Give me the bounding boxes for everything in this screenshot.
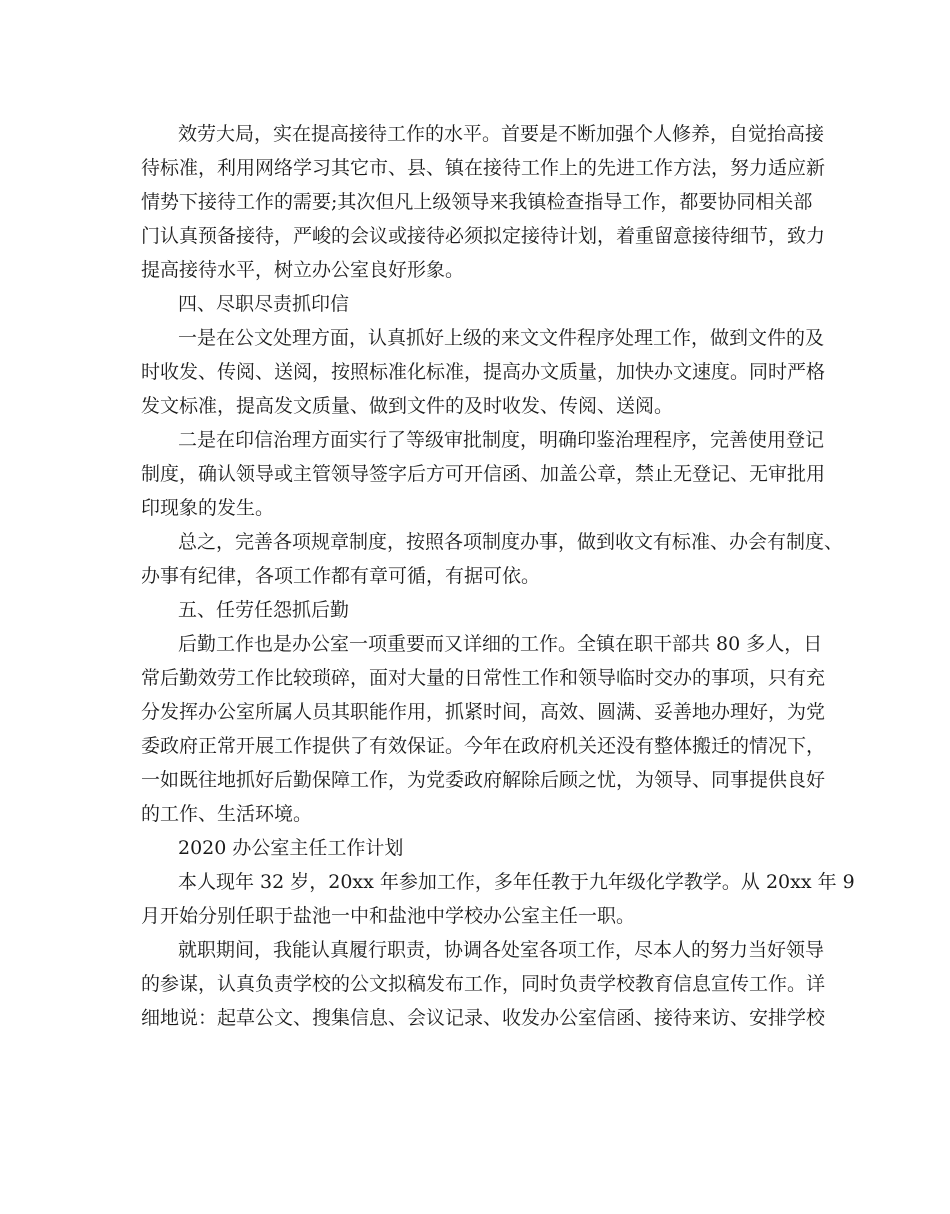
text-line: 一是在公文处理方面，认真抓好上级的来文文件程序处理工作，做到文件的及: [178, 327, 825, 349]
text-line: 常后勤效劳工作比较琐碎，面对大量的日常性工作和领导临时交办的事项，只有充: [141, 667, 826, 689]
text-line: 效劳大局，实在提高接待工作的水平。首要是不断加强个人修养，自觉抬高接: [178, 123, 825, 145]
document-title: 2020 办公室主任工作计划: [178, 837, 404, 859]
text-line: 发文标准，提高发文质量、做到文件的及时收发、传阅、送阅。: [141, 395, 674, 417]
text-line: 印现象的发生。: [141, 497, 275, 519]
text-line: 的参谋，认真负责学校的公文拟稿发布工作，同时负责学校教育信息宣传工作。详: [141, 973, 826, 995]
text-line: 分发挥办公室所属人员其职能作用，抓紧时间，高效、圆满、妥善地办理好，为党: [141, 701, 826, 723]
text-line: 总之，完善各项规章制度，按照各项制度办事，做到收文有标准、办会有制度、: [178, 531, 844, 553]
text-line: 本人现年 32 岁，20xx 年参加工作，多年任教于九年级化学教学。从 20xx 年 9: [178, 871, 855, 893]
text-line: 后勤工作也是办公室一项重要而又详细的工作。全镇在职干部共 80 多人，日: [178, 633, 823, 655]
text-line: 委政府正常开展工作提供了有效保证。今年在政府机关还没有整体搬迁的情况下，: [141, 735, 826, 757]
text-line: 细地说：起草公文、搜集信息、会议记录、收发办公室信函、接待来访、安排学校: [141, 1007, 826, 1029]
text-line: 时收发、传阅、送阅，按照标准化标准，提高办文质量，加快办文速度。同时严格: [141, 361, 826, 383]
text-line: 一如既往地抓好后勤保障工作，为党委政府解除后顾之忧，为领导、同事提供良好: [141, 769, 826, 791]
text-line: 情势下接待工作的需要;其次但凡上级领导来我镇检查指导工作，都要协同相关部: [141, 191, 813, 213]
text-line: 门认真预备接待，严峻的会议或接待必须拟定接待计划，着重留意接待细节，致力: [141, 225, 826, 247]
text-line: 办事有纪律，各项工作都有章可循，有据可依。: [141, 565, 541, 587]
text-line: 就职期间，我能认真履行职责，协调各处室各项工作，尽本人的努力当好领导: [178, 939, 825, 961]
text-line: 提高接待水平，树立办公室良好形象。: [141, 259, 465, 281]
section-heading-4: 四、尽职尽责抓印信: [178, 293, 350, 315]
text-line: 月开始分别任职于盐池一中和盐池中学校办公室主任一职。: [141, 905, 636, 927]
text-line: 的工作、生活环境。: [141, 803, 313, 825]
text-line: 待标准，利用网络学习其它市、县、镇在接待工作上的先进工作方法，努力适应新: [141, 157, 826, 179]
text-line: 制度，确认领导或主管领导签字后方可开信函、加盖公章，禁止无登记、无审批用: [141, 463, 826, 485]
section-heading-5: 五、任劳任怨抓后勤: [178, 599, 350, 621]
text-line: 二是在印信治理方面实行了等级审批制度，明确印鉴治理程序，完善使用登记: [178, 429, 825, 451]
document-body: [141, 117, 855, 1035]
